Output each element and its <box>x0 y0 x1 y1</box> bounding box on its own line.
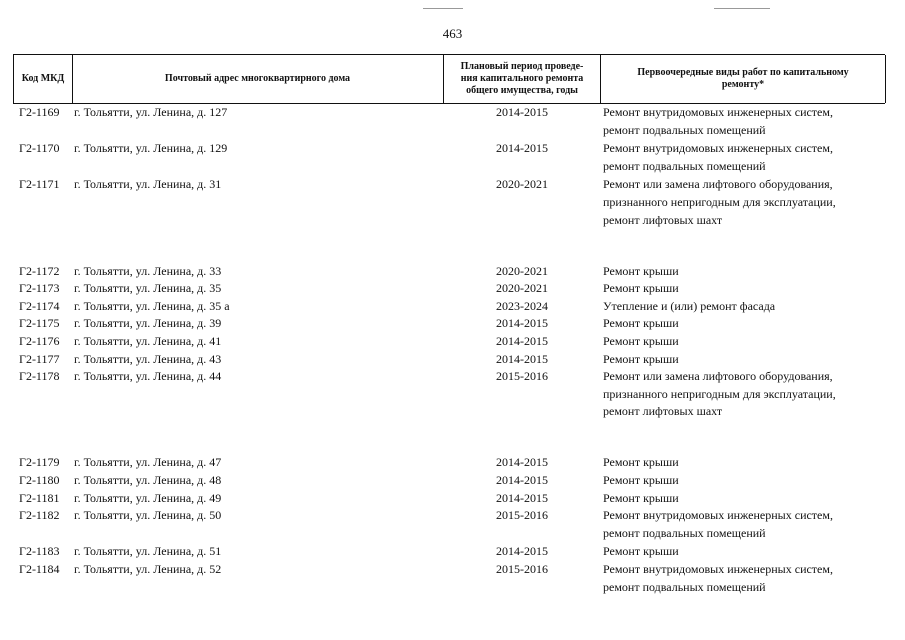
row-address: г. Тольятти, ул. Ленина, д. 51 <box>74 544 222 559</box>
header-period-line: Плановый период проведе- <box>460 61 584 72</box>
row-works-line: Ремонт крыши <box>603 472 679 487</box>
row-works-line: Ремонт внутридомовых инженерных систем, <box>603 508 833 523</box>
row-works-line: Ремонт внутридомовых инженерных систем, <box>603 141 833 156</box>
table-row <box>13 104 893 140</box>
table-row <box>13 351 893 369</box>
row-address: г. Тольятти, ул. Ленина, д. 33 <box>74 263 222 278</box>
header-period-line: ния капитального ремонта <box>460 73 584 84</box>
row-period: 2014-2015 <box>496 105 548 119</box>
row-works <box>603 543 883 561</box>
table-row <box>13 507 893 543</box>
row-period: 2014-2015 <box>496 455 548 470</box>
row-address: г. Тольятти, ул. Ленина, д. 50 <box>74 508 222 523</box>
row-code: Г2-1182 <box>19 508 60 523</box>
row-code: Г2-1174 <box>19 298 60 313</box>
row-address: г. Тольятти, ул. Ленина, д. 52 <box>74 561 222 576</box>
row-code: Г2-1179 <box>19 455 60 470</box>
header-works-line: Первоочередные виды работ по капитальному <box>637 67 849 78</box>
row-works <box>603 280 883 298</box>
row-works-line: Ремонт или замена лифтового оборудования, <box>603 177 833 192</box>
row-works-line: Ремонт крыши <box>603 316 679 331</box>
row-works-line: признанного непригодным для эксплуатации, <box>603 194 836 209</box>
header-period <box>444 55 601 103</box>
row-code: Г2-1171 <box>19 177 60 192</box>
row-works-line: ремонт подвальных помещений <box>603 579 766 594</box>
table-row <box>13 561 893 597</box>
row-works-line: ремонт лифтовых шахт <box>603 404 723 419</box>
row-period: 2015-2016 <box>496 561 548 576</box>
row-works <box>603 507 883 542</box>
row-address: г. Тольятти, ул. Ленина, д. 41 <box>74 333 222 348</box>
row-period: 2014-2015 <box>496 141 548 156</box>
row-period: 2014-2015 <box>496 351 548 366</box>
table-row <box>13 472 893 490</box>
row-works <box>603 454 883 472</box>
row-works-line: Ремонт внутридомовых инженерных систем, <box>603 561 833 576</box>
row-works-line: Утепление и (или) ремонт фасада <box>603 298 776 313</box>
page-number: 463 <box>442 26 463 41</box>
row-works <box>603 351 883 369</box>
row-period: 2014-2015 <box>496 490 548 505</box>
row-code: Г2-1175 <box>19 316 60 331</box>
row-works-line: Ремонт крыши <box>603 333 679 348</box>
table-row <box>13 280 893 298</box>
row-works-line: ремонт подвальных помещений <box>603 525 766 540</box>
header-works-line: ремонту* <box>721 79 765 90</box>
row-works <box>603 263 883 281</box>
row-period: 2014-2015 <box>496 316 548 331</box>
table-row <box>13 543 893 561</box>
row-period: 2015-2016 <box>496 508 548 523</box>
row-address: г. Тольятти, ул. Ленина, д. 127 <box>74 105 228 119</box>
row-works-line: Ремонт внутридомовых инженерных систем, <box>603 105 833 119</box>
row-address: г. Тольятти, ул. Ленина, д. 39 <box>74 316 222 331</box>
table-row <box>13 176 893 262</box>
row-code: Г2-1181 <box>19 490 60 505</box>
table-row <box>13 140 893 176</box>
row-address: г. Тольятти, ул. Ленина, д. 44 <box>74 369 222 384</box>
table-row <box>13 315 893 333</box>
row-code: Г2-1176 <box>19 333 60 348</box>
row-works-line: признанного непригодным для эксплуатации, <box>603 386 836 401</box>
row-works <box>603 176 883 229</box>
row-works-line: Ремонт крыши <box>603 490 679 505</box>
row-works-line: Ремонт или замена лифтового оборудования, <box>603 369 833 384</box>
row-address: г. Тольятти, ул. Ленина, д. 43 <box>74 351 222 366</box>
row-address: г. Тольятти, ул. Ленина, д. 47 <box>74 455 222 470</box>
row-period: 2015-2016 <box>496 369 548 384</box>
row-code: Г2-1169 <box>19 105 60 119</box>
row-period: 2014-2015 <box>496 472 548 487</box>
top-rule-left <box>423 8 463 9</box>
row-works <box>603 140 883 175</box>
row-works-line: ремонт подвальных помещений <box>603 158 766 173</box>
row-works-line: Ремонт крыши <box>603 263 679 278</box>
table-row <box>13 454 893 472</box>
row-address: г. Тольятти, ул. Ленина, д. 31 <box>74 177 222 192</box>
row-address: г. Тольятти, ул. Ленина, д. 35 а <box>74 298 230 313</box>
table-header <box>13 54 885 104</box>
row-works-line: Ремонт крыши <box>603 351 679 366</box>
row-works <box>603 298 883 316</box>
table-row <box>13 263 893 281</box>
row-address: г. Тольятти, ул. Ленина, д. 49 <box>74 490 222 505</box>
row-code: Г2-1177 <box>19 351 60 366</box>
header-period-line: общего имущества, годы <box>466 85 578 96</box>
table-body <box>13 104 893 597</box>
row-works-line: Ремонт крыши <box>603 281 679 296</box>
row-period: 2014-2015 <box>496 333 548 348</box>
row-works-line: Ремонт крыши <box>603 544 679 559</box>
row-works <box>603 315 883 333</box>
table-row <box>13 333 893 351</box>
table-row <box>13 490 893 508</box>
top-rule-right <box>714 8 770 9</box>
row-period: 2023-2024 <box>496 298 548 313</box>
row-works <box>603 490 883 508</box>
row-code: Г2-1173 <box>19 281 60 296</box>
row-code: Г2-1180 <box>19 472 60 487</box>
header-works <box>601 55 886 103</box>
row-code: Г2-1183 <box>19 544 60 559</box>
row-works-line: ремонт подвальных помещений <box>603 122 766 137</box>
table-row <box>13 368 893 454</box>
row-period: 2020-2021 <box>496 281 548 296</box>
row-works <box>603 368 883 421</box>
row-works-line: ремонт лифтовых шахт <box>603 212 723 227</box>
table-row <box>13 298 893 316</box>
row-period: 2020-2021 <box>496 177 548 192</box>
row-works-line: Ремонт крыши <box>603 455 679 470</box>
row-works <box>603 472 883 490</box>
row-period: 2020-2021 <box>496 263 548 278</box>
row-code: Г2-1172 <box>19 263 60 278</box>
row-works <box>603 333 883 351</box>
row-address: г. Тольятти, ул. Ленина, д. 129 <box>74 141 228 156</box>
row-address: г. Тольятти, ул. Ленина, д. 35 <box>74 281 222 296</box>
row-address: г. Тольятти, ул. Ленина, д. 48 <box>74 472 222 487</box>
row-code: Г2-1170 <box>19 141 60 156</box>
row-code: Г2-1178 <box>19 369 60 384</box>
header-code: Код МКД <box>13 55 73 103</box>
row-works <box>603 104 883 139</box>
row-code: Г2-1184 <box>19 561 60 576</box>
row-period: 2014-2015 <box>496 544 548 559</box>
row-works <box>603 561 883 596</box>
header-address: Почтовый адрес многоквартирного дома <box>72 55 444 103</box>
